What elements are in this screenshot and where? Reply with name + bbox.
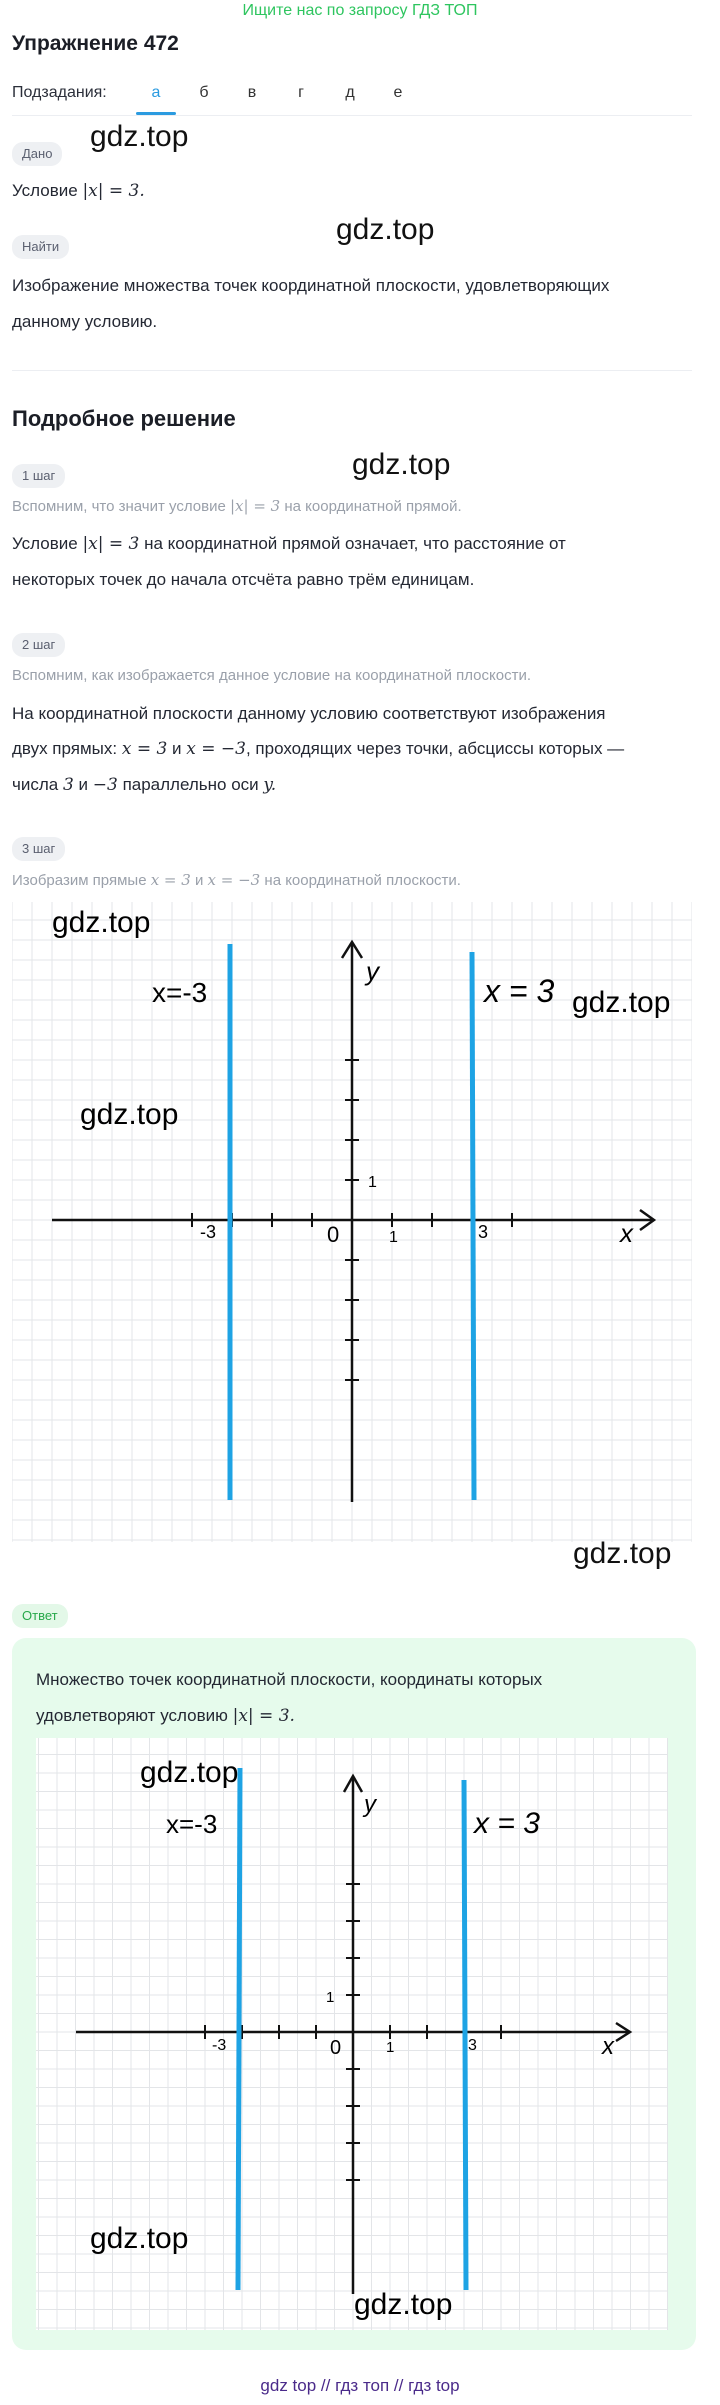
given-condition-prefix: Условие	[12, 181, 78, 200]
step-3-hint-c: на координатной плоскости.	[264, 872, 461, 889]
tick-label-3: 3	[478, 1222, 489, 1242]
line-x-minus-3	[238, 1768, 240, 2290]
watermark: gdz.top	[140, 1756, 239, 1789]
footer-links[interactable]: gdz top // гдз топ // гдз top	[260, 2376, 460, 2395]
watermark: gdz.top	[52, 906, 151, 939]
step-1-line-1-math: |x| = 3	[82, 534, 140, 554]
page-title: Упражнение 472	[12, 32, 179, 55]
coordinate-graph-2	[36, 1738, 668, 2330]
watermark: gdz.top	[336, 213, 435, 246]
find-pill: Найти	[12, 235, 69, 259]
step-1-hint-post: на координатной прямой.	[284, 498, 462, 515]
answer-line-2-math: |x| = 3.	[232, 1706, 295, 1726]
line-label-x-3: x = 3	[484, 973, 555, 1009]
search-banner: Ищите нас по запросу ГДЗ ТОП	[242, 2, 478, 19]
answer-line-1: Множество точек координатной плоскости, координаты которых	[36, 1670, 543, 1689]
watermark: gdz.top	[90, 120, 189, 153]
step-2-line-3-math-1: 3	[62, 775, 74, 795]
step-2-hint: Вспомним, как изображается данное условие на координатной плоскости.	[12, 667, 531, 684]
step-2-line-2-math-1: x = 3	[121, 739, 168, 759]
step-3-hint	[12, 871, 461, 889]
section-divider	[12, 370, 692, 371]
step-2-line-1: На координатной плоскости данному условию соответствуют изображения	[12, 704, 606, 723]
line-x-3	[472, 952, 474, 1500]
watermark: gdz.top	[573, 1537, 672, 1570]
step-2-line-3-a: числа	[12, 775, 59, 794]
answer-line-2	[36, 1698, 295, 1734]
find-line-1: Изображение множества точек координатной плоскости, удовлетворяющих	[12, 276, 610, 295]
step-3-pill: 3 шаг	[12, 837, 65, 861]
tick-label-y-1: 1	[326, 1989, 335, 2006]
given-pill: Дано	[12, 142, 62, 166]
axis-x-label: x	[602, 2033, 614, 2060]
tab-e[interactable]: е	[393, 84, 403, 101]
watermark: gdz.top	[80, 1098, 179, 1131]
step-1-hint-math: |x| = 3	[229, 497, 281, 515]
tick-label-y-1: 1	[368, 1174, 377, 1191]
step-1-pill: 1 шаг	[12, 464, 65, 488]
given-condition	[12, 173, 145, 209]
answer-pill: Ответ	[12, 1604, 68, 1628]
line-x-3	[464, 1780, 466, 2290]
step-2-line-3	[12, 767, 276, 803]
step-1-hint-pre: Вспомним, что значит условие	[12, 498, 226, 515]
step-2-line-2-a: двух прямых:	[12, 739, 118, 758]
step-3-hint-math-2: x = −3	[207, 871, 261, 889]
watermark: gdz.top	[354, 2288, 453, 2321]
step-3-hint-a: Изобразим прямые	[12, 872, 147, 889]
step-2-line-2-b: и	[172, 739, 182, 758]
step-2-line-2-math-2: x = −3	[186, 739, 246, 759]
step-1-line-1	[12, 526, 566, 562]
subtasks-label: Подзадания:	[12, 84, 107, 101]
find-line-2: данному условию.	[12, 312, 158, 331]
step-3-hint-b: и	[194, 872, 204, 889]
given-condition-math: |x| = 3.	[82, 181, 145, 201]
step-1-hint	[12, 497, 462, 515]
solution-title: Подробное решение	[12, 406, 236, 431]
step-2-line-3-c: параллельно оси	[122, 775, 259, 794]
step-2-line-2-c: , проходящих через точки, абсциссы которых —	[245, 739, 625, 758]
step-2-line-3-math-2: −3	[92, 775, 118, 795]
tick-label-x-1: 1	[386, 2039, 395, 2056]
tab-g[interactable]: г	[298, 84, 304, 101]
tab-d[interactable]: д	[345, 84, 355, 101]
watermark: gdz.top	[352, 448, 451, 481]
step-2-line-2	[12, 731, 624, 767]
tab-b[interactable]: б	[199, 84, 209, 101]
line-label-x-minus-3: x=-3	[152, 977, 208, 1008]
active-tab-indicator	[136, 112, 176, 115]
tick-label-minus-3: -3	[212, 2037, 227, 2054]
line-label-x-3: x = 3	[474, 1807, 540, 1840]
origin-label: 0	[327, 1222, 340, 1247]
axis-y-label: y	[364, 1791, 376, 1818]
step-2-line-3-math-3: y.	[263, 775, 277, 795]
step-3-hint-math-1: x = 3	[150, 871, 191, 889]
answer-line-2-pre: удовлетворяют условию	[36, 1706, 228, 1725]
axis-x-label: x	[620, 1218, 633, 1248]
step-1-line-2: некоторых точек до начала отсчёта равно трём единицам.	[12, 570, 475, 589]
tabs-divider	[12, 115, 692, 116]
coordinate-graph-1	[12, 902, 692, 1542]
step-1-line-1-post: на координатной прямой означает, что расстояние от	[144, 534, 566, 553]
tick-label-x-1: 1	[389, 1229, 398, 1246]
step-2-line-3-b: и	[78, 775, 89, 794]
axis-y-label: y	[366, 956, 379, 986]
tab-a[interactable]: а	[151, 84, 161, 101]
tab-v[interactable]: в	[247, 84, 257, 101]
watermark: gdz.top	[572, 986, 671, 1019]
step-1-line-1-pre: Условие	[12, 534, 78, 553]
tick-label-3: 3	[468, 2037, 477, 2054]
step-2-pill: 2 шаг	[12, 633, 65, 657]
tick-label-minus-3: -3	[200, 1222, 217, 1242]
origin-label: 0	[330, 2037, 342, 2059]
watermark: gdz.top	[90, 2222, 189, 2255]
line-label-x-minus-3: x=-3	[166, 1809, 218, 1839]
